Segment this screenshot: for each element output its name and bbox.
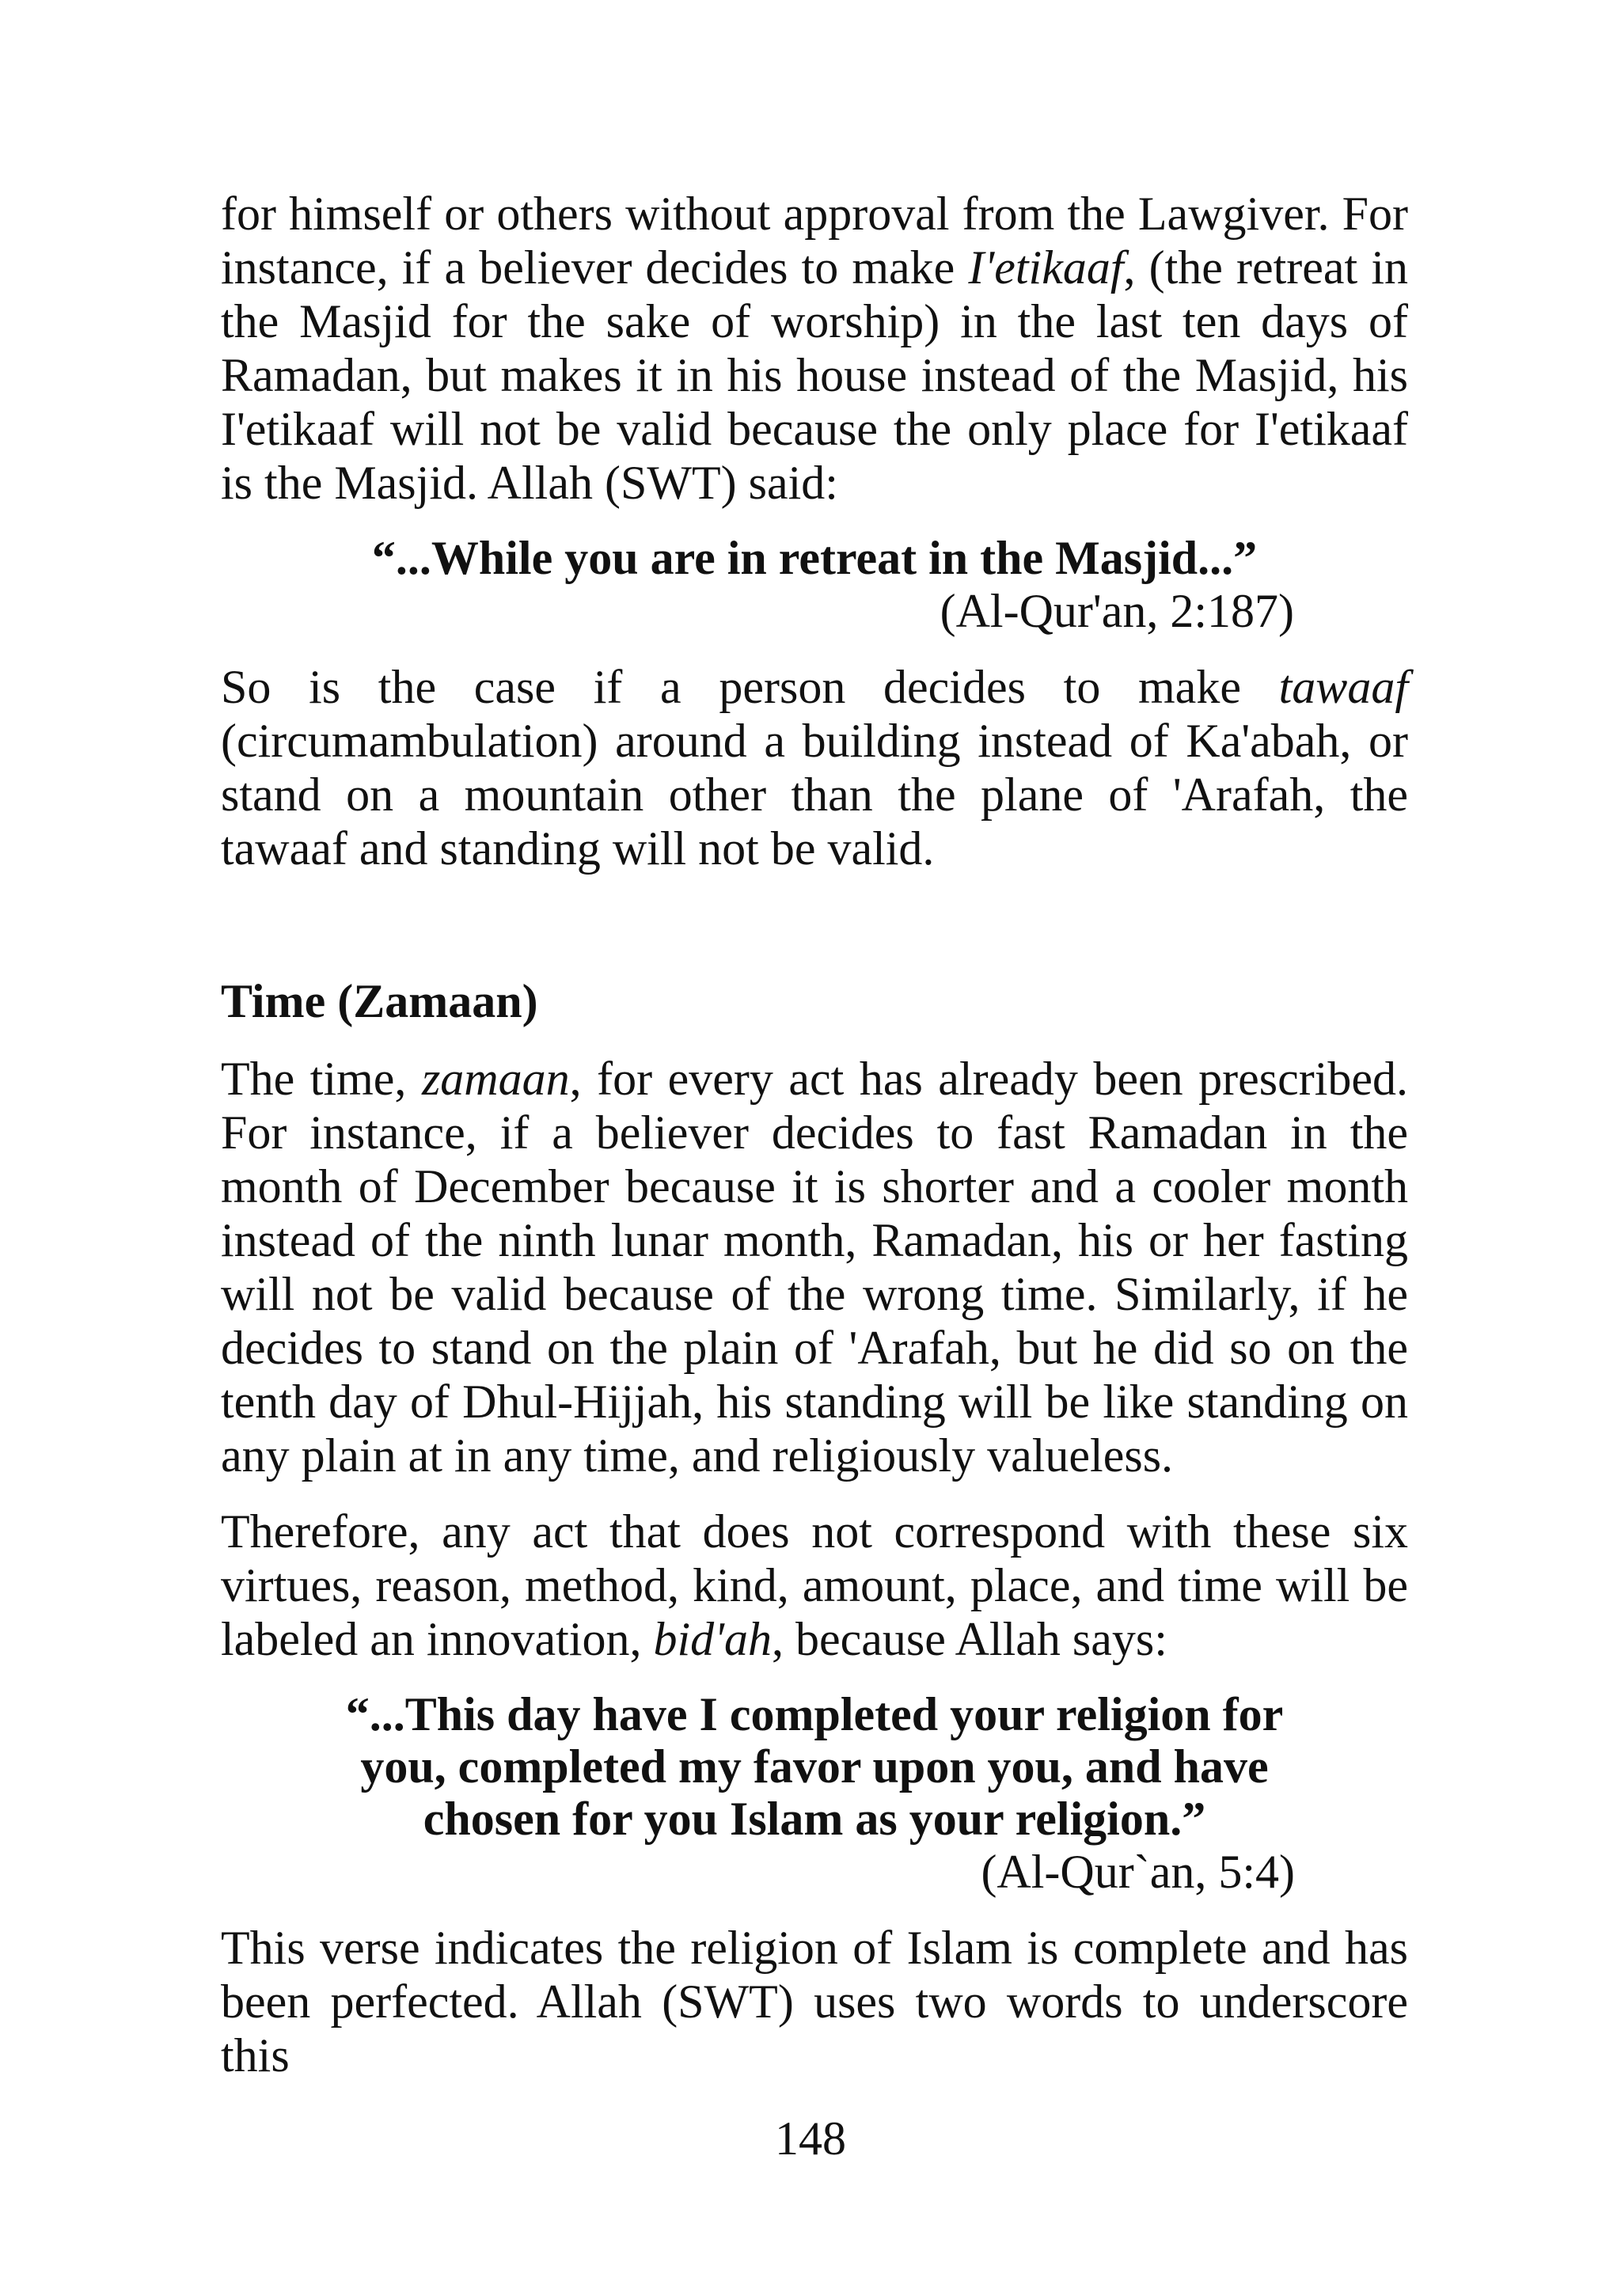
paragraph-5: This verse indicates the religion of Islam is complete and has been perfected. Allah (SWT) uses two words to underscore this [221, 1922, 1408, 2082]
quote-2-line-3: chosen for you Islam as your religion.” [423, 1793, 1206, 1845]
quran-quote-1: “...While you are in retreat in the Masjid...” [371, 532, 1258, 584]
quote-2-line-2: you, completed my favor upon you, and have [360, 1740, 1269, 1793]
page-number: 148 [775, 2112, 846, 2165]
paragraph-1-text-b: , (the retreat in the Masjid for the sake of worship) in the last ten days of Ramadan, but makes it in his house instead of the Masjid, his I'etikaaf will not be valid because the only place for I'etikaaf is the Masjid. Allah (SWT) said: [221, 241, 1408, 509]
paragraph-3-text-a: The time, [221, 1053, 422, 1105]
page-body [221, 187, 1408, 2082]
paragraph-1-text-a: for himself or others without approval from the Lawgiver. For instance, if a believer decides to make [221, 188, 1408, 294]
quote-2-line-1: “...This day have I completed your religion for [345, 1688, 1284, 1740]
paragraph-3-italic-term: zamaan [421, 1053, 570, 1105]
quote-1-citation: (Al-Qur'an, 2:187) [940, 585, 1294, 637]
quote-2-citation: (Al-Qur`an, 5:4) [981, 1846, 1295, 1898]
paragraph-4-italic-term: bid'ah [653, 1613, 773, 1665]
paragraph-3-text-b: , for every act has already been prescribed. For instance, if a believer decides to fast Ramadan in the month of December because it is shorter and a cooler month instead of the ninth lunar month, Ramadan, his or her fasting will not be valid because of the wrong time. Similarly, if he decides to stand on the plain of 'Arafah, but he did so on the tenth day of Dhul-Hijjah, his standing will be like standing on any plain at in any time, and religiously valueless. [221, 1053, 1409, 1482]
paragraph-2-text-a: So is the case if a person decides to make [221, 661, 1279, 713]
paragraph-2-italic-term: tawaaf [1278, 661, 1408, 713]
paragraph-4 [221, 1505, 1408, 1666]
paragraph-4-text-a: Therefore, any act that does not correspond with these six virtues, reason, method, kind, amount, place, and time will be labeled an innovation, [221, 1505, 1408, 1665]
paragraph-1-italic-term: I'etikaaf [968, 241, 1124, 294]
section-heading: Time (Zamaan) [221, 975, 538, 1027]
paragraph-2-text-b: (circumambulation) around a building instead of Ka'abah, or stand on a mountain other than the plane of 'Arafah, the tawaaf and standing will not be valid. [221, 715, 1408, 875]
paragraph-3 [221, 1052, 1408, 1482]
paragraph-2 [221, 660, 1408, 875]
paragraph-4-text-b: , because Allah says: [772, 1613, 1167, 1665]
paragraph-1 [221, 187, 1408, 510]
quran-quote-2 [221, 1688, 1408, 1845]
